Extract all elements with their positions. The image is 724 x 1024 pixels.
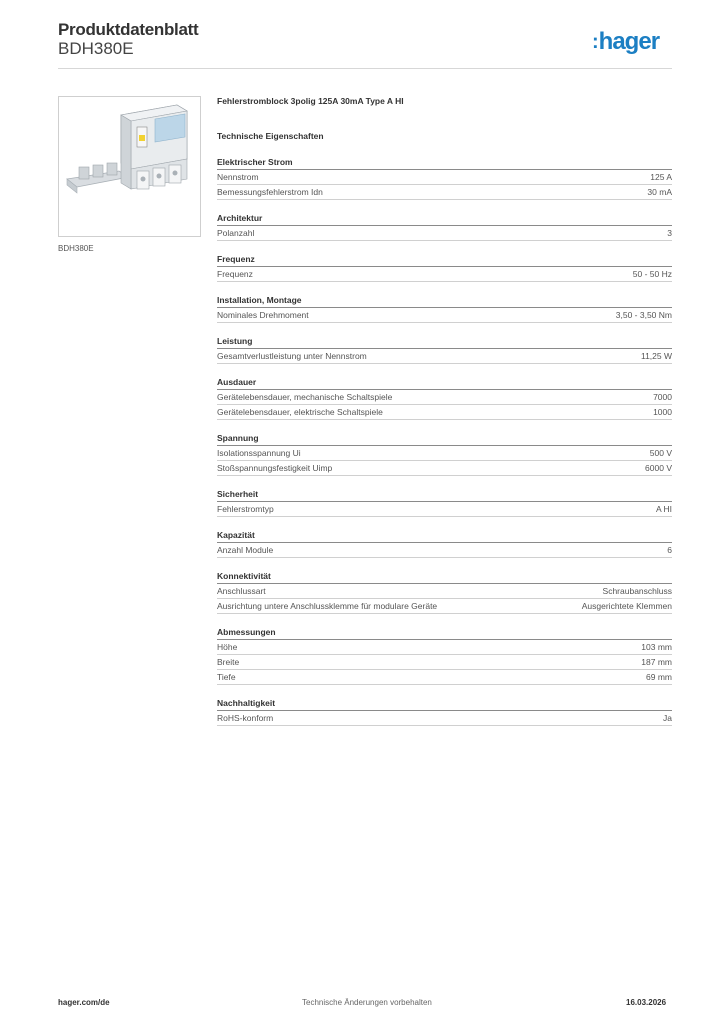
- section-title: Architektur: [217, 212, 672, 226]
- section-title: Konnektivität: [217, 570, 672, 584]
- spec-label: Frequenz: [217, 269, 253, 279]
- product-code: BDH380E: [58, 39, 134, 58]
- spec-row: [217, 446, 672, 461]
- footer-website[interactable]: hager.com/de: [58, 998, 110, 1007]
- spec-value: 1000: [653, 407, 672, 417]
- hager-logo: [592, 28, 659, 56]
- spec-section: [217, 626, 672, 685]
- spec-section: [217, 697, 672, 726]
- product-title: Fehlerstromblock 3polig 125A 30mA Type A HI: [217, 96, 404, 106]
- section-title: Sicherheit: [217, 488, 672, 502]
- spec-row: [217, 390, 672, 405]
- spec-row: [217, 226, 672, 241]
- spec-label: Gerätelebensdauer, elektrische Schaltspiele: [217, 407, 383, 417]
- spec-label: Stoßspannungsfestigkeit Uimp: [217, 463, 333, 473]
- spec-value: 69 mm: [646, 672, 672, 682]
- spec-row: [217, 640, 672, 655]
- spec-label: Bemessungsfehlerstrom Idn: [217, 187, 323, 197]
- spec-row: [217, 170, 672, 185]
- spec-value: 6: [667, 545, 672, 555]
- spec-row: [217, 461, 672, 476]
- spec-row: [217, 308, 672, 323]
- section-title: Kapazität: [217, 529, 672, 543]
- spec-section: [217, 570, 672, 614]
- spec-value: 3,50 - 3,50 Nm: [615, 310, 672, 320]
- spec-value: Schraubanschluss: [602, 586, 672, 596]
- spec-label: Gerätelebensdauer, mechanische Schaltspiele: [217, 392, 393, 402]
- spec-label: RoHS-konform: [217, 713, 274, 723]
- spec-value: A HI: [655, 504, 672, 514]
- product-illustration: [59, 97, 200, 236]
- spec-section: [217, 156, 672, 200]
- spec-label: Höhe: [217, 642, 238, 652]
- spec-row: [217, 267, 672, 282]
- spec-row: [217, 584, 672, 599]
- spec-label: Isolationsspannung Ui: [217, 448, 301, 458]
- spec-label: Breite: [217, 657, 240, 667]
- section-title: Spannung: [217, 432, 672, 446]
- spec-label: Nennstrom: [217, 172, 259, 182]
- spec-label: Nominales Drehmoment: [217, 310, 309, 320]
- section-title: Abmessungen: [217, 626, 672, 640]
- spec-row: [217, 185, 672, 200]
- section-title: Leistung: [217, 335, 672, 349]
- section-title: Elektrischer Strom: [217, 156, 672, 170]
- header-divider: [58, 68, 672, 69]
- spec-value: 11,25 W: [640, 351, 672, 361]
- spec-value: Ja: [663, 713, 672, 723]
- spec-value: 500 V: [649, 448, 672, 458]
- product-image: [58, 96, 201, 237]
- spec-section: [217, 335, 672, 364]
- spec-value: 6000 V: [645, 463, 672, 473]
- image-caption: BDH380E: [58, 244, 94, 253]
- spec-row: [217, 655, 672, 670]
- spec-label: Polanzahl: [217, 228, 255, 238]
- spec-row: [217, 711, 672, 726]
- spec-value: 125 A: [650, 172, 672, 182]
- spec-section: [217, 488, 672, 517]
- spec-section: [217, 529, 672, 558]
- spec-value: Ausgerichtete Klemmen: [581, 601, 672, 611]
- spec-row: [217, 349, 672, 364]
- spec-content: [217, 94, 672, 726]
- spec-label: Anzahl Module: [217, 545, 274, 555]
- section-title: Frequenz: [217, 253, 672, 267]
- spec-value: 187 mm: [641, 657, 672, 667]
- spec-section: [217, 294, 672, 323]
- document-title: Produktdatenblatt: [58, 20, 199, 39]
- spec-row: [217, 599, 672, 614]
- spec-value: 30 mA: [647, 187, 672, 197]
- footer-date: 16.03.2026: [626, 998, 667, 1007]
- spec-row: [217, 543, 672, 558]
- spec-label: Anschlussart: [217, 586, 266, 596]
- spec-sections: [217, 156, 672, 726]
- spec-label: Gesamtverlustleistung unter Nennstrom: [217, 351, 367, 361]
- spec-section: [217, 253, 672, 282]
- spec-value: 50 - 50 Hz: [632, 269, 672, 279]
- spec-row: [217, 502, 672, 517]
- spec-label: Ausrichtung untere Anschlussklemme für modulare Geräte: [217, 601, 438, 611]
- spec-section: [217, 376, 672, 420]
- spec-label: Fehlerstromtyp: [217, 504, 274, 514]
- section-title: Nachhaltigkeit: [217, 697, 672, 711]
- section-title: Ausdauer: [217, 376, 672, 390]
- spec-section: [217, 432, 672, 476]
- spec-label: Tiefe: [217, 672, 236, 682]
- spec-row: [217, 405, 672, 420]
- spec-value: 3: [667, 228, 672, 238]
- logo-text: hager: [598, 28, 660, 55]
- spec-section: [217, 212, 672, 241]
- logo-prefix: :: [592, 31, 598, 53]
- spec-row: [217, 670, 672, 685]
- section-title: Installation, Montage: [217, 294, 672, 308]
- spec-value: 103 mm: [641, 642, 672, 652]
- technical-properties-heading: Technische Eigenschaften: [217, 131, 324, 141]
- spec-value: 7000: [653, 392, 672, 402]
- footer-notice: Technische Änderungen vorbehalten: [302, 998, 432, 1007]
